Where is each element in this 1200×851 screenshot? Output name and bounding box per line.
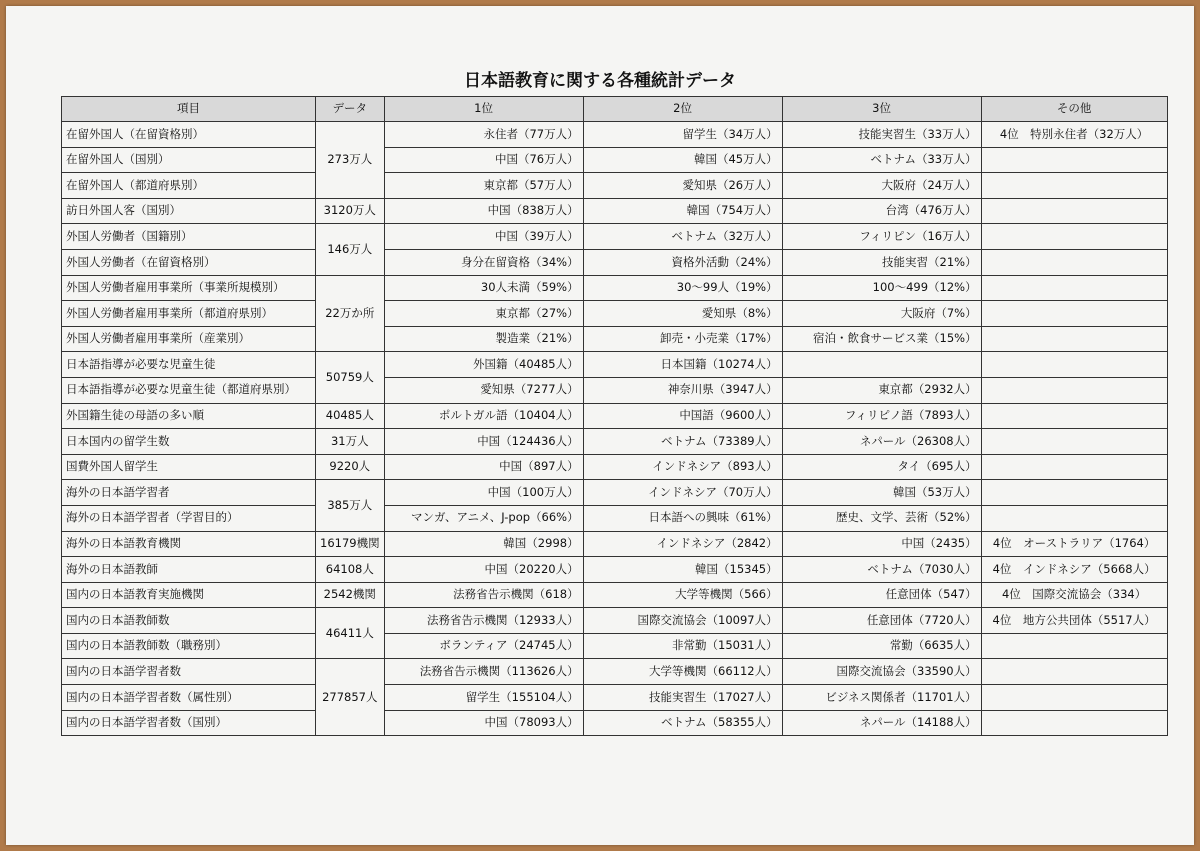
data-cell: 385万人 [316, 480, 385, 531]
data-cell: 40485人 [316, 403, 385, 429]
rank3-cell: 大阪府（24万人） [782, 173, 981, 199]
rank1-cell: 中国（78093人） [384, 710, 583, 736]
other-cell [981, 454, 1167, 480]
rank2-cell: 大学等機関（66112人） [583, 659, 782, 685]
rank2-cell: 韓国（45万人） [583, 147, 782, 173]
rank1-cell: 中国（39万人） [384, 224, 583, 250]
item-cell: 外国人労働者（国籍別） [62, 224, 316, 250]
table-row [62, 198, 1168, 224]
rank2-cell: 中国語（9600人） [583, 403, 782, 429]
table-row [62, 633, 1168, 659]
rank3-cell: 中国（2435） [782, 531, 981, 557]
table-row [62, 531, 1168, 557]
item-cell: 海外の日本語教育機関 [62, 531, 316, 557]
rank2-cell: 国際交流協会（10097人） [583, 608, 782, 634]
rank2-cell: 技能実習生（17027人） [583, 685, 782, 711]
other-cell [981, 429, 1167, 455]
other-cell [981, 275, 1167, 301]
other-cell [981, 352, 1167, 378]
item-cell: 国内の日本語学習者数（国別） [62, 710, 316, 736]
other-cell: 4位 特別永住者（32万人） [981, 122, 1167, 148]
item-cell: 日本語指導が必要な児童生徒 [62, 352, 316, 378]
item-cell: 訪日外国人客（国別） [62, 198, 316, 224]
rank3-cell: ビジネス関係者（11701人） [782, 685, 981, 711]
other-cell [981, 659, 1167, 685]
rank2-cell: インドネシア（70万人） [583, 480, 782, 506]
table-header-row [62, 97, 1168, 122]
rank1-cell: ポルトガル語（10404人） [384, 403, 583, 429]
rank2-cell: 愛知県（8%） [583, 301, 782, 327]
item-cell: 外国人労働者雇用事業所（都道府県別） [62, 301, 316, 327]
data-cell: 277857人 [316, 659, 385, 736]
table-row [62, 147, 1168, 173]
item-cell: 在留外国人（在留資格別） [62, 122, 316, 148]
other-cell [981, 301, 1167, 327]
item-cell: 国内の日本語教師数 [62, 608, 316, 634]
rank2-cell: 日本語への興味（61%） [583, 505, 782, 531]
rank3-cell: 常勤（6635人） [782, 633, 981, 659]
rank3-cell: フィリピノ語（7893人） [782, 403, 981, 429]
item-cell: 海外の日本語教師 [62, 557, 316, 583]
page-title: 日本語教育に関する各種統計データ [464, 71, 736, 91]
other-cell [981, 710, 1167, 736]
rank2-cell: ベトナム（73389人） [583, 429, 782, 455]
rank3-cell: 台湾（476万人） [782, 198, 981, 224]
rank3-cell: タイ（695人） [782, 454, 981, 480]
table-row [62, 326, 1168, 352]
rank2-cell: 韓国（754万人） [583, 198, 782, 224]
table-row [62, 608, 1168, 634]
other-cell: 4位 インドネシア（5668人） [981, 557, 1167, 583]
table-row [62, 301, 1168, 327]
rank3-cell: 技能実習（21%） [782, 249, 981, 275]
data-cell: 50759人 [316, 352, 385, 403]
header-rank2: 2位 [583, 97, 782, 122]
rank2-cell: インドネシア（893人） [583, 454, 782, 480]
rank3-cell: ネパール（14188人） [782, 710, 981, 736]
rank3-cell: フィリピン（16万人） [782, 224, 981, 250]
rank1-cell: 法務省告示機関（12933人） [384, 608, 583, 634]
table-row [62, 454, 1168, 480]
other-cell: 4位 地方公共団体（5517人） [981, 608, 1167, 634]
rank2-cell: 神奈川県（3947人） [583, 377, 782, 403]
item-cell: 国内の日本語学習者数（属性別） [62, 685, 316, 711]
rank1-cell: 愛知県（7277人） [384, 377, 583, 403]
item-cell: 外国人労働者（在留資格別） [62, 249, 316, 275]
other-cell [981, 685, 1167, 711]
header-rank3: 3位 [782, 97, 981, 122]
rank3-cell: 東京都（2932人） [782, 377, 981, 403]
data-cell: 64108人 [316, 557, 385, 583]
data-cell: 16179機関 [316, 531, 385, 557]
rank2-cell: ベトナム（58355人） [583, 710, 782, 736]
table-body [62, 122, 1168, 736]
data-cell: 2542機関 [316, 582, 385, 608]
rank2-cell: インドネシア（2842） [583, 531, 782, 557]
table-row [62, 173, 1168, 199]
table-row [62, 224, 1168, 250]
item-cell: 日本国内の留学生数 [62, 429, 316, 455]
table-row [62, 685, 1168, 711]
header-other: その他 [981, 97, 1167, 122]
rank1-cell: 中国（76万人） [384, 147, 583, 173]
item-cell: 外国籍生徒の母語の多い順 [62, 403, 316, 429]
rank2-cell: 韓国（15345） [583, 557, 782, 583]
paper-sheet [6, 6, 1194, 845]
rank3-cell: ベトナム（7030人） [782, 557, 981, 583]
other-cell [981, 403, 1167, 429]
data-cell: 46411人 [316, 608, 385, 659]
rank2-cell: 愛知県（26万人） [583, 173, 782, 199]
rank1-cell: 外国籍（40485人） [384, 352, 583, 378]
table-row [62, 710, 1168, 736]
header-rank1: 1位 [384, 97, 583, 122]
table-row [62, 275, 1168, 301]
table-row [62, 377, 1168, 403]
rank1-cell: 身分在留資格（34%） [384, 249, 583, 275]
rank1-cell: 中国（20220人） [384, 557, 583, 583]
item-cell: 国内の日本語教師数（職務別） [62, 633, 316, 659]
data-cell: 22万か所 [316, 275, 385, 352]
rank1-cell: 法務省告示機関（113626人） [384, 659, 583, 685]
rank1-cell: ボランティア（24745人） [384, 633, 583, 659]
rank3-cell: 韓国（53万人） [782, 480, 981, 506]
other-cell [981, 633, 1167, 659]
table-row [62, 122, 1168, 148]
rank1-cell: 永住者（77万人） [384, 122, 583, 148]
header-data: データ [316, 97, 385, 122]
rank1-cell: 30人未満（59%） [384, 275, 583, 301]
table-row [62, 557, 1168, 583]
rank2-cell: ベトナム（32万人） [583, 224, 782, 250]
other-cell [981, 249, 1167, 275]
item-cell: 海外の日本語学習者（学習目的） [62, 505, 316, 531]
rank2-cell: 卸売・小売業（17%） [583, 326, 782, 352]
table-row [62, 429, 1168, 455]
item-cell: 海外の日本語学習者 [62, 480, 316, 506]
rank1-cell: 東京都（57万人） [384, 173, 583, 199]
rank2-cell: 大学等機関（566） [583, 582, 782, 608]
table-row [62, 582, 1168, 608]
rank3-cell: 任意団体（547） [782, 582, 981, 608]
other-cell [981, 505, 1167, 531]
rank3-cell: 100～499（12%） [782, 275, 981, 301]
rank1-cell: 韓国（2998） [384, 531, 583, 557]
table-row [62, 249, 1168, 275]
rank3-cell: 歴史、文学、芸術（52%） [782, 505, 981, 531]
data-cell: 9220人 [316, 454, 385, 480]
table-row [62, 352, 1168, 378]
rank2-cell: 非常勤（15031人） [583, 633, 782, 659]
rank3-cell [782, 352, 981, 378]
item-cell: 日本語指導が必要な児童生徒（都道府県別） [62, 377, 316, 403]
rank2-cell: 資格外活動（24%） [583, 249, 782, 275]
rank3-cell: 任意団体（7720人） [782, 608, 981, 634]
rank3-cell: 大阪府（7%） [782, 301, 981, 327]
other-cell: 4位 オーストラリア（1764） [981, 531, 1167, 557]
rank3-cell: ベトナム（33万人） [782, 147, 981, 173]
item-cell: 外国人労働者雇用事業所（事業所規模別） [62, 275, 316, 301]
rank1-cell: 留学生（155104人） [384, 685, 583, 711]
rank2-cell: 留学生（34万人） [583, 122, 782, 148]
item-cell: 在留外国人（国別） [62, 147, 316, 173]
data-cell: 273万人 [316, 122, 385, 199]
other-cell [981, 198, 1167, 224]
rank3-cell: 宿泊・飲食サービス業（15%） [782, 326, 981, 352]
item-cell: 国内の日本語教育実施機関 [62, 582, 316, 608]
rank3-cell: ネパール（26308人） [782, 429, 981, 455]
header-item: 項目 [62, 97, 316, 122]
rank2-cell: 日本国籍（10274人） [583, 352, 782, 378]
rank1-cell: 東京都（27%） [384, 301, 583, 327]
rank1-cell: 中国（838万人） [384, 198, 583, 224]
data-cell: 146万人 [316, 224, 385, 275]
other-cell [981, 147, 1167, 173]
rank1-cell: 法務省告示機関（618） [384, 582, 583, 608]
rank1-cell: マンガ、アニメ、J-pop（66%） [384, 505, 583, 531]
rank1-cell: 中国（124436人） [384, 429, 583, 455]
statistics-table [61, 96, 1168, 736]
item-cell: 外国人労働者雇用事業所（産業別） [62, 326, 316, 352]
item-cell: 国内の日本語学習者数 [62, 659, 316, 685]
rank1-cell: 製造業（21%） [384, 326, 583, 352]
other-cell [981, 480, 1167, 506]
data-cell: 31万人 [316, 429, 385, 455]
table-row [62, 505, 1168, 531]
item-cell: 在留外国人（都道府県別） [62, 173, 316, 199]
rank3-cell: 国際交流協会（33590人） [782, 659, 981, 685]
table-row [62, 659, 1168, 685]
table-row [62, 403, 1168, 429]
item-cell: 国費外国人留学生 [62, 454, 316, 480]
rank2-cell: 30～99人（19%） [583, 275, 782, 301]
data-cell: 3120万人 [316, 198, 385, 224]
rank1-cell: 中国（100万人） [384, 480, 583, 506]
rank1-cell: 中国（897人） [384, 454, 583, 480]
other-cell [981, 326, 1167, 352]
rank3-cell: 技能実習生（33万人） [782, 122, 981, 148]
other-cell: 4位 国際交流協会（334） [981, 582, 1167, 608]
other-cell [981, 224, 1167, 250]
other-cell [981, 377, 1167, 403]
table-row [62, 480, 1168, 506]
other-cell [981, 173, 1167, 199]
